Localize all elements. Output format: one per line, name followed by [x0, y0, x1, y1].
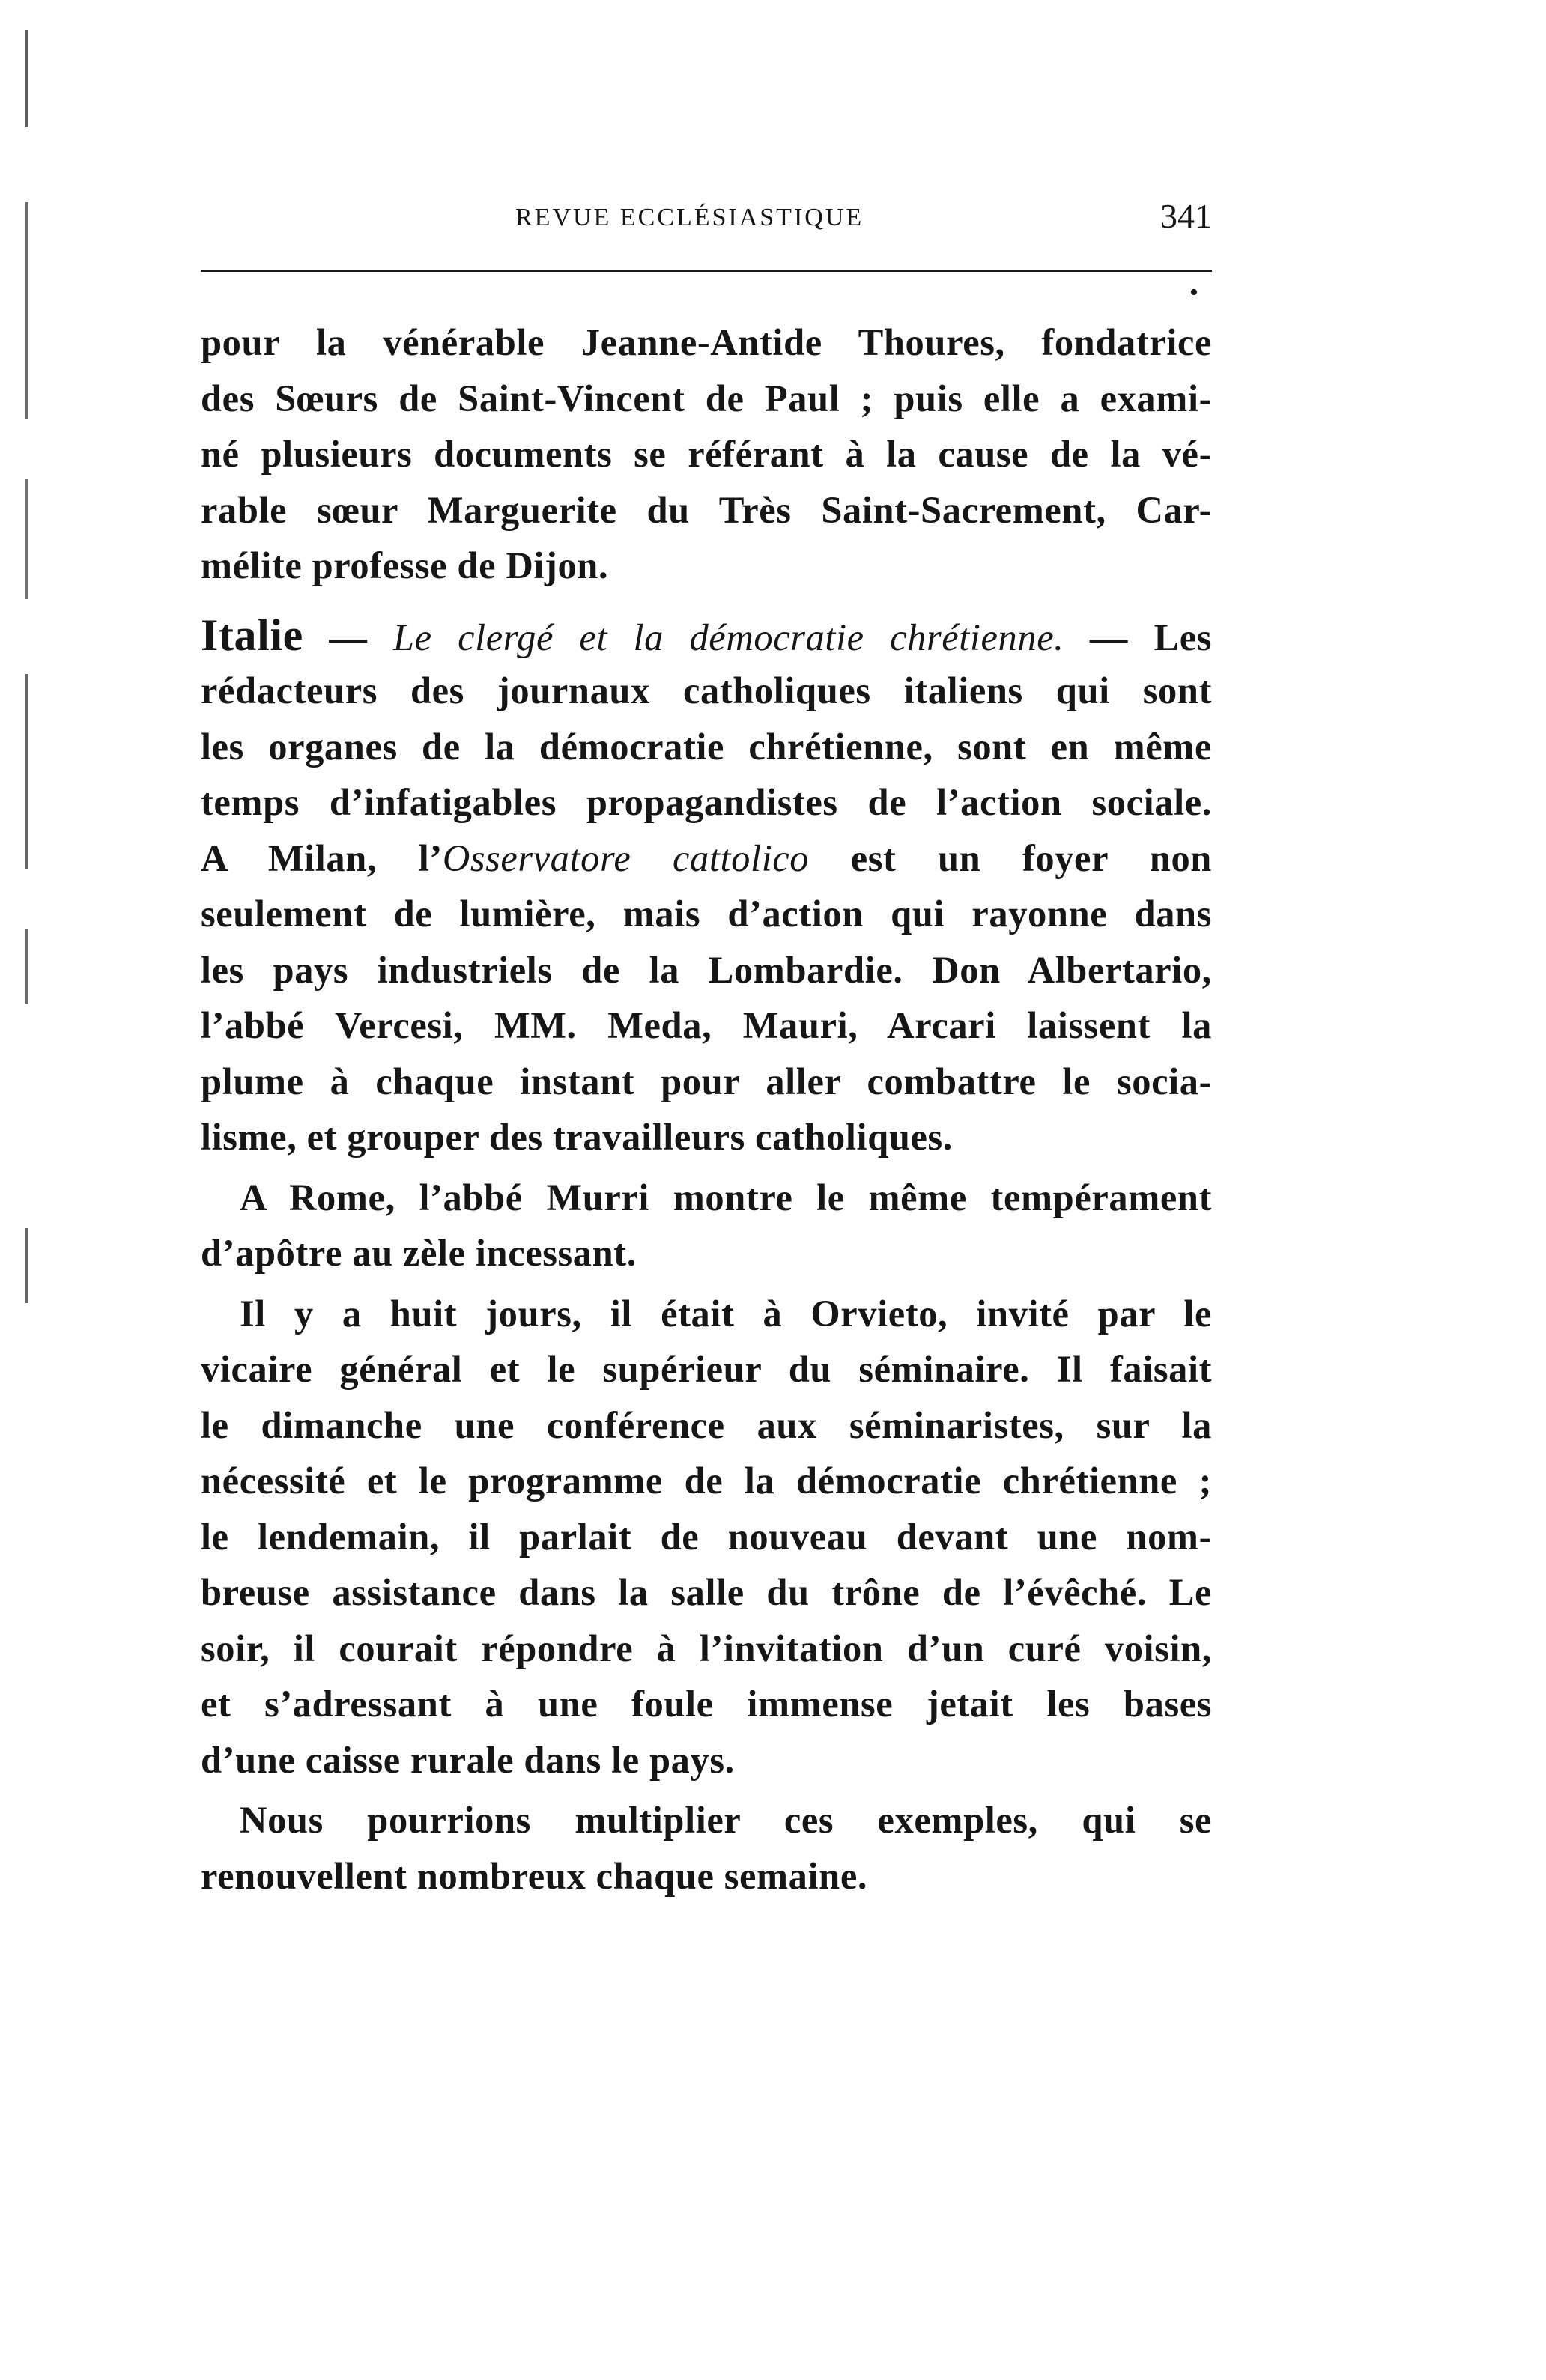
heading-dash-continuation: — Les [1064, 616, 1212, 658]
body-text [201, 315, 1212, 1904]
paragraph-1 [201, 315, 1212, 594]
text-line: le lendemain, il parlait de nouveau devant une nom- [201, 1515, 1212, 1558]
text-line: renouvellent nombreux chaque semaine. [201, 1854, 868, 1897]
text-line: Il y a huit jours, il était à Orvieto, invité par le [240, 1292, 1212, 1335]
text-line: pour la vénérable Jeanne-Antide Thoures, fondatrice [201, 321, 1212, 363]
section-subtitle: Le clergé et la démocratie chrétienne. [392, 616, 1064, 658]
text-line: et s’adressant à une foule immense jetait les bases [201, 1683, 1212, 1725]
text-line: nécessité et le programme de la démocratie chrétienne ; [201, 1460, 1212, 1502]
page-header [201, 196, 1212, 241]
paragraph-italie [201, 607, 1212, 1165]
text-line: Nous pourrions multiplier ces exemples, qui se [240, 1799, 1212, 1841]
text-line: temps d’infatigables propagandistes de l’action sociale. [201, 781, 1212, 823]
milan-pre: A Milan, l’ [201, 837, 443, 879]
text-line: seulement de lumière, mais d’action qui rayonne dans [201, 893, 1212, 935]
text-line: le dimanche une conférence aux séminaristes, sur la [201, 1403, 1212, 1446]
text-line: A Rome, l’abbé Murri montre le même tempérament [240, 1176, 1212, 1218]
text-line: lisme, et grouper des travailleurs catholiques. [201, 1116, 953, 1158]
text-line: né plusieurs documents se référant à la cause de la vé- [201, 433, 1212, 475]
text-line: les pays industriels de la Lombardie. Don Albertario, [201, 948, 1212, 991]
text-line: plume à chaque instant pour aller combattre le socia- [201, 1060, 1212, 1102]
text-line: d’apôtre au zèle incessant. [201, 1232, 637, 1274]
text-line: des Sœurs de Saint-Vincent de Paul ; puis elle a exami- [201, 377, 1212, 419]
section-heading-line [201, 607, 1212, 664]
newspaper-title: Osservatore cattolico [442, 837, 810, 879]
scan-edge-artifact [25, 30, 28, 1303]
running-title: REVUE ECCLÉSIASTIQUE [515, 204, 864, 231]
text-line: soir, il courait répondre à l’invitation d’un curé voisin, [201, 1627, 1212, 1669]
text-line: breuse assistance dans la salle du trône de l’évêché. Le [201, 1571, 1212, 1613]
text-line: les organes de la démocratie chrétienne, sont en même [201, 725, 1212, 768]
text-line: d’une caisse rurale dans le pays. [201, 1738, 735, 1781]
heading-dash: — [303, 616, 393, 658]
header-rule [201, 270, 1212, 272]
text-line [201, 831, 1212, 887]
text-line: rable sœur Marguerite du Très Saint-Sacrement, Car- [201, 488, 1212, 531]
milan-post: est un foyer non [809, 837, 1212, 879]
rule-dot: • [1189, 279, 1198, 306]
paragraph-4 [201, 1286, 1212, 1788]
paragraph-5 [201, 1792, 1212, 1904]
section-heading: Italie [201, 610, 303, 660]
paragraph-3 [201, 1170, 1212, 1281]
page-number: 341 [1160, 197, 1212, 235]
text-line: mélite professe de Dijon. [201, 544, 609, 586]
text-line: rédacteurs des journaux catholiques italiens qui sont [201, 670, 1212, 711]
text-line: l’abbé Vercesi, MM. Meda, Mauri, Arcari laissent la [201, 1004, 1212, 1046]
text-line: vicaire général et le supérieur du séminaire. Il faisait [201, 1348, 1212, 1390]
